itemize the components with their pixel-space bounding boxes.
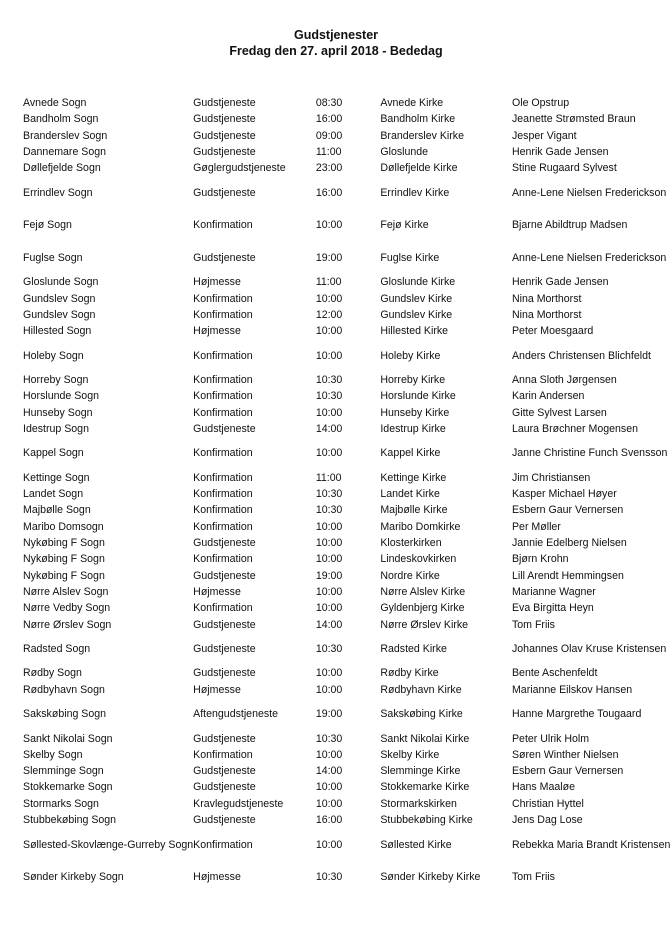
church-cell: Bandholm Kirke xyxy=(380,113,456,126)
table-row xyxy=(23,307,672,323)
parish-cell: Sankt Nikolai Sogn xyxy=(23,732,113,745)
pastor-cell: Anne-Lene Nielsen Frederickson xyxy=(511,186,667,199)
church-cell: Rødbyhavn Kirke xyxy=(380,683,462,696)
service-time-cell: 10:00 xyxy=(315,667,343,680)
parish-cell: Kettinge Sogn xyxy=(23,471,90,484)
pastor-cell: Bjarne Abildtrup Madsen xyxy=(511,219,628,232)
parish-cell: Stubbekøbing Sogn xyxy=(23,814,117,827)
parish-cell: Sakskøbing Sogn xyxy=(23,708,107,721)
church-cell: Sønder Kirkeby Kirke xyxy=(380,871,481,884)
service-time-cell: 10:30 xyxy=(315,374,343,387)
table-row xyxy=(23,128,672,144)
pastor-cell: Peter Ulrik Holm xyxy=(511,732,590,745)
church-cell: Sankt Nikolai Kirke xyxy=(380,732,470,745)
parish-cell: Rødby Sogn xyxy=(23,667,82,680)
parish-cell: Døllefjelde Sogn xyxy=(23,162,101,175)
service-time-cell: 10:30 xyxy=(315,390,343,403)
parish-cell: Fuglse Sogn xyxy=(23,251,83,264)
table-row xyxy=(23,600,672,616)
pastor-cell: Stine Rugaard Sylvest xyxy=(511,162,617,175)
parish-cell: Hillested Sogn xyxy=(23,325,92,338)
church-cell: Nordre Kirke xyxy=(380,569,440,582)
service-type-cell: Gudstjeneste xyxy=(193,145,256,158)
service-type-cell: Konfirmation xyxy=(193,504,253,517)
service-type-cell: Gudstjeneste xyxy=(193,251,256,264)
church-cell: Kappel Kirke xyxy=(380,447,441,460)
service-time-cell: 14:00 xyxy=(315,422,343,435)
pastor-cell: Anders Christensen Blichfeldt xyxy=(511,349,651,362)
parish-cell: Rødbyhavn Sogn xyxy=(23,683,105,696)
table-row xyxy=(23,779,672,795)
service-type-cell: Konfirmation xyxy=(193,390,253,403)
service-time-cell: 14:00 xyxy=(315,618,343,631)
parish-cell: Errindlev Sogn xyxy=(23,186,93,199)
parish-cell: Nykøbing F Sogn xyxy=(23,537,105,550)
service-type-cell: Gudstjeneste xyxy=(193,814,256,827)
pastor-cell: Nina Morthorst xyxy=(511,292,582,305)
table-row xyxy=(23,796,672,812)
service-time-cell: 16:00 xyxy=(315,186,343,199)
church-cell: Stubbekøbing Kirke xyxy=(380,814,473,827)
church-cell: Nørre Ørslev Kirke xyxy=(380,618,469,631)
pastor-cell: Tom Friis xyxy=(511,871,555,884)
parish-cell: Branderslev Sogn xyxy=(23,129,108,142)
pastor-cell: Ole Opstrup xyxy=(511,97,570,109)
service-type-cell: Gudstjeneste xyxy=(193,618,256,631)
pastor-cell: Johannes Olav Kruse Kristensen xyxy=(511,642,667,655)
pastor-cell: Christian Hyttel xyxy=(511,797,584,810)
parish-cell: Sønder Kirkeby Sogn xyxy=(23,871,124,884)
service-type-cell: Konfirmation xyxy=(193,447,253,460)
page-title: Gudstjenester xyxy=(293,28,379,42)
parish-cell: Stokkemarke Sogn xyxy=(23,781,113,794)
church-cell: Gloslunde xyxy=(380,145,429,158)
church-cell: Maribo Domkirke xyxy=(380,520,461,533)
service-time-cell: 19:00 xyxy=(315,251,343,264)
parish-cell: Kappel Sogn xyxy=(23,447,84,460)
parish-cell: Radsted Sogn xyxy=(23,642,91,655)
table-row xyxy=(23,470,672,486)
church-cell: Majbølle Kirke xyxy=(380,504,448,517)
pastor-cell: Jim Christiansen xyxy=(511,471,591,484)
church-cell: Fejø Kirke xyxy=(380,219,429,232)
table-row xyxy=(23,617,672,633)
pastor-cell: Laura Brøchner Mogensen xyxy=(511,422,639,435)
service-type-cell: Konfirmation xyxy=(193,488,253,501)
service-time-cell: 10:00 xyxy=(315,748,343,761)
table-row xyxy=(23,372,672,388)
church-cell: Branderslev Kirke xyxy=(380,129,464,142)
table-row xyxy=(23,95,672,111)
pastor-cell: Anne-Lene Nielsen Frederickson xyxy=(511,251,667,264)
table-row xyxy=(23,209,672,242)
pastor-cell: Kasper Michael Høyer xyxy=(511,488,617,501)
service-type-cell: Konfirmation xyxy=(193,471,253,484)
church-cell: Gundslev Kirke xyxy=(380,292,453,305)
parish-cell: Gloslunde Sogn xyxy=(23,276,99,289)
service-type-cell: Gudstjeneste xyxy=(193,129,256,142)
service-time-cell: 10:30 xyxy=(315,504,343,517)
service-type-cell: Gudstjeneste xyxy=(193,422,256,435)
pastor-cell: Hans Maaløe xyxy=(511,781,575,794)
table-row xyxy=(23,633,672,666)
service-time-cell: 10:00 xyxy=(315,219,343,232)
service-time-cell: 11:00 xyxy=(315,471,342,484)
service-type-cell: Gudstjeneste xyxy=(193,186,256,199)
table-row xyxy=(23,242,672,275)
table-row xyxy=(23,812,672,828)
service-type-cell: Konfirmation xyxy=(193,308,253,321)
church-cell: Rødby Kirke xyxy=(380,667,439,680)
service-type-cell: Konfirmation xyxy=(193,219,253,232)
pastor-cell: Henrik Gade Jensen xyxy=(511,276,609,289)
church-cell: Lindeskovkirken xyxy=(380,553,457,566)
parish-cell: Majbølle Sogn xyxy=(23,504,91,517)
pastor-cell: Jens Dag Lose xyxy=(511,814,583,827)
church-cell: Klosterkirken xyxy=(380,537,442,550)
parish-cell: Avnede Sogn xyxy=(23,97,87,109)
table-row xyxy=(23,584,672,600)
church-cell: Stormarkskirken xyxy=(380,797,457,810)
pastor-cell: Søren Winther Nielsen xyxy=(511,748,619,761)
church-cell: Nørre Alslev Kirke xyxy=(380,585,466,598)
parish-cell: Bandholm Sogn xyxy=(23,113,99,126)
service-time-cell: 10:00 xyxy=(315,349,343,362)
table-row xyxy=(23,274,672,290)
church-cell: Radsted Kirke xyxy=(380,642,447,655)
service-type-cell: Gudstjeneste xyxy=(193,732,256,745)
church-cell: Gyldenbjerg Kirke xyxy=(380,602,465,615)
table-row xyxy=(23,144,672,160)
church-cell: Horslunde Kirke xyxy=(380,390,456,403)
church-cell: Kettinge Kirke xyxy=(380,471,447,484)
table-row xyxy=(23,682,672,698)
parish-cell: Horslunde Sogn xyxy=(23,390,99,403)
church-cell: Skelby Kirke xyxy=(380,748,440,761)
parish-cell: Nykøbing F Sogn xyxy=(23,569,105,582)
service-time-cell: 10:00 xyxy=(315,797,343,810)
service-time-cell: 10:00 xyxy=(315,520,343,533)
church-cell: Errindlev Kirke xyxy=(380,186,450,199)
service-type-cell: Gøglergudstjeneste xyxy=(193,162,286,175)
table-row xyxy=(23,568,672,584)
service-time-cell: 14:00 xyxy=(315,765,343,778)
service-time-cell: 11:00 xyxy=(315,145,342,158)
service-time-cell: 10:00 xyxy=(315,447,343,460)
table-row xyxy=(23,763,672,779)
pastor-cell: Jannie Edelberg Nielsen xyxy=(511,537,627,550)
service-type-cell: Konfirmation xyxy=(193,602,253,615)
pastor-cell: Esbern Gaur Vernersen xyxy=(511,504,624,517)
service-type-cell: Konfirmation xyxy=(193,292,253,305)
service-type-cell: Gudstjeneste xyxy=(193,765,256,778)
service-type-cell: Konfirmation xyxy=(193,374,253,387)
church-cell: Holeby Kirke xyxy=(380,349,441,362)
pastor-cell: Marianne Eilskov Hansen xyxy=(511,683,633,696)
pastor-cell: Karin Andersen xyxy=(511,390,585,403)
parish-cell: Gundslev Sogn xyxy=(23,292,96,305)
table-row xyxy=(23,111,672,127)
table-row xyxy=(23,388,672,404)
church-cell: Sakskøbing Kirke xyxy=(380,708,463,721)
service-type-cell: Aftengudstjeneste xyxy=(193,708,278,721)
table-row xyxy=(23,176,672,209)
service-time-cell: 10:00 xyxy=(315,838,343,851)
service-time-cell: 10:30 xyxy=(315,642,343,655)
service-type-cell: Højmesse xyxy=(193,276,241,289)
church-cell: Døllefjelde Kirke xyxy=(380,162,458,175)
table-row xyxy=(23,519,672,535)
service-time-cell: 10:00 xyxy=(315,585,343,598)
service-schedule-table xyxy=(23,95,672,894)
service-time-cell: 10:00 xyxy=(315,602,343,615)
service-type-cell: Konfirmation xyxy=(193,748,253,761)
service-type-cell: Højmesse xyxy=(193,325,241,338)
service-time-cell: 16:00 xyxy=(315,814,343,827)
parish-cell: Dannemare Sogn xyxy=(23,145,107,158)
service-type-cell: Konfirmation xyxy=(193,520,253,533)
service-time-cell: 19:00 xyxy=(315,569,343,582)
service-time-cell: 10:00 xyxy=(315,292,343,305)
pastor-cell: Per Møller xyxy=(511,520,561,533)
church-cell: Gloslunde Kirke xyxy=(380,276,456,289)
pastor-cell: Jeanette Strømsted Braun xyxy=(511,113,636,126)
service-time-cell: 10:00 xyxy=(315,537,343,550)
service-type-cell: Gudstjeneste xyxy=(193,667,256,680)
service-type-cell: Gudstjeneste xyxy=(193,97,256,109)
table-row xyxy=(23,502,672,518)
service-time-cell: 10:00 xyxy=(315,781,343,794)
service-time-cell: 19:00 xyxy=(315,708,343,721)
pastor-cell: Nina Morthorst xyxy=(511,308,582,321)
table-row xyxy=(23,747,672,763)
service-type-cell: Konfirmation xyxy=(193,553,253,566)
parish-cell: Gundslev Sogn xyxy=(23,308,96,321)
service-time-cell: 23:00 xyxy=(315,162,343,175)
church-cell: Gundslev Kirke xyxy=(380,308,453,321)
church-cell: Idestrup Kirke xyxy=(380,422,446,435)
church-cell: Hunseby Kirke xyxy=(380,406,450,419)
table-row xyxy=(23,551,672,567)
table-row xyxy=(23,698,672,731)
service-time-cell: 10:00 xyxy=(315,553,343,566)
pastor-cell: Janne Christine Funch Svensson xyxy=(511,447,668,460)
service-time-cell: 10:30 xyxy=(315,488,343,501)
pastor-cell: Jesper Vigant xyxy=(511,129,577,142)
parish-cell: Nørre Vedby Sogn xyxy=(23,602,111,615)
schedule-body xyxy=(23,95,672,894)
church-cell: Fuglse Kirke xyxy=(380,251,440,264)
parish-cell: Horreby Sogn xyxy=(23,374,89,387)
table-row xyxy=(23,486,672,502)
parish-cell: Stormarks Sogn xyxy=(23,797,99,810)
service-type-cell: Højmesse xyxy=(193,585,241,598)
church-cell: Slemminge Kirke xyxy=(380,765,461,778)
parish-cell: Skelby Sogn xyxy=(23,748,83,761)
pastor-cell: Eva Birgitta Heyn xyxy=(511,602,594,615)
table-row xyxy=(23,535,672,551)
table-row xyxy=(23,405,672,421)
table-row xyxy=(23,731,672,747)
service-time-cell: 09:00 xyxy=(315,129,343,142)
table-row xyxy=(23,160,672,176)
table-row xyxy=(23,665,672,681)
church-cell: Avnede Kirke xyxy=(380,97,444,109)
pastor-cell: Esbern Gaur Vernersen xyxy=(511,765,624,778)
parish-cell: Fejø Sogn xyxy=(23,219,72,232)
service-type-cell: Gudstjeneste xyxy=(193,113,256,126)
pastor-cell: Lill Arendt Hemmingsen xyxy=(511,569,624,582)
page-subtitle: Fredag den 27. april 2018 - Bededag xyxy=(229,44,443,58)
parish-cell: Hunseby Sogn xyxy=(23,406,93,419)
parish-cell: Landet Sogn xyxy=(23,488,84,501)
church-cell: Horreby Kirke xyxy=(380,374,446,387)
service-time-cell: 08:30 xyxy=(315,97,343,109)
pastor-cell: Henrik Gade Jensen xyxy=(511,145,609,158)
service-time-cell: 16:00 xyxy=(315,113,343,126)
table-row xyxy=(23,861,672,894)
table-row xyxy=(23,339,672,372)
pastor-cell: Hanne Margrethe Tougaard xyxy=(511,708,642,721)
church-cell: Landet Kirke xyxy=(380,488,440,501)
service-type-cell: Gudstjeneste xyxy=(193,569,256,582)
parish-cell: Holeby Sogn xyxy=(23,349,84,362)
service-type-cell: Gudstjeneste xyxy=(193,537,256,550)
parish-cell: Maribo Domsogn xyxy=(23,520,104,533)
service-type-cell: Konfirmation xyxy=(193,349,253,362)
table-row xyxy=(23,291,672,307)
service-time-cell: 10:00 xyxy=(315,406,343,419)
table-row xyxy=(23,828,672,861)
church-cell: Søllested Kirke xyxy=(380,838,452,851)
service-type-cell: Gudstjeneste xyxy=(193,642,256,655)
pastor-cell: Tom Friis xyxy=(511,618,555,631)
church-cell: Stokkemarke Kirke xyxy=(380,781,470,794)
parish-cell: Nørre Ørslev Sogn xyxy=(23,618,112,631)
parish-cell: Søllested-Skovlænge-Gurreby Sogn xyxy=(23,838,194,851)
table-row xyxy=(23,421,672,437)
church-cell: Hillested Kirke xyxy=(380,325,449,338)
parish-cell: Nykøbing F Sogn xyxy=(23,553,105,566)
service-type-cell: Kravlegudstjeneste xyxy=(193,797,284,810)
pastor-cell: Bjørn Krohn xyxy=(511,553,569,566)
service-time-cell: 10:00 xyxy=(315,325,343,338)
service-time-cell: 10:30 xyxy=(315,732,343,745)
pastor-cell: Rebekka Maria Brandt Kristensen xyxy=(511,838,671,851)
pastor-cell: Peter Moesgaard xyxy=(511,325,594,338)
table-row xyxy=(23,323,672,339)
service-time-cell: 12:00 xyxy=(315,308,343,321)
service-time-cell: 11:00 xyxy=(315,276,342,289)
service-type-cell: Konfirmation xyxy=(193,406,253,419)
parish-cell: Nørre Alslev Sogn xyxy=(23,585,109,598)
parish-cell: Idestrup Sogn xyxy=(23,422,89,435)
service-type-cell: Højmesse xyxy=(193,683,241,696)
pastor-cell: Anna Sloth Jørgensen xyxy=(511,374,617,387)
service-type-cell: Konfirmation xyxy=(193,838,253,851)
service-time-cell: 10:00 xyxy=(315,683,343,696)
service-time-cell: 10:30 xyxy=(315,871,343,884)
pastor-cell: Marianne Wagner xyxy=(511,585,596,598)
service-type-cell: Gudstjeneste xyxy=(193,781,256,794)
parish-cell: Slemminge Sogn xyxy=(23,765,104,778)
pastor-cell: Gitte Sylvest Larsen xyxy=(511,406,607,419)
pastor-cell: Bente Aschenfeldt xyxy=(511,667,598,680)
service-type-cell: Højmesse xyxy=(193,871,241,884)
table-row xyxy=(23,437,672,470)
